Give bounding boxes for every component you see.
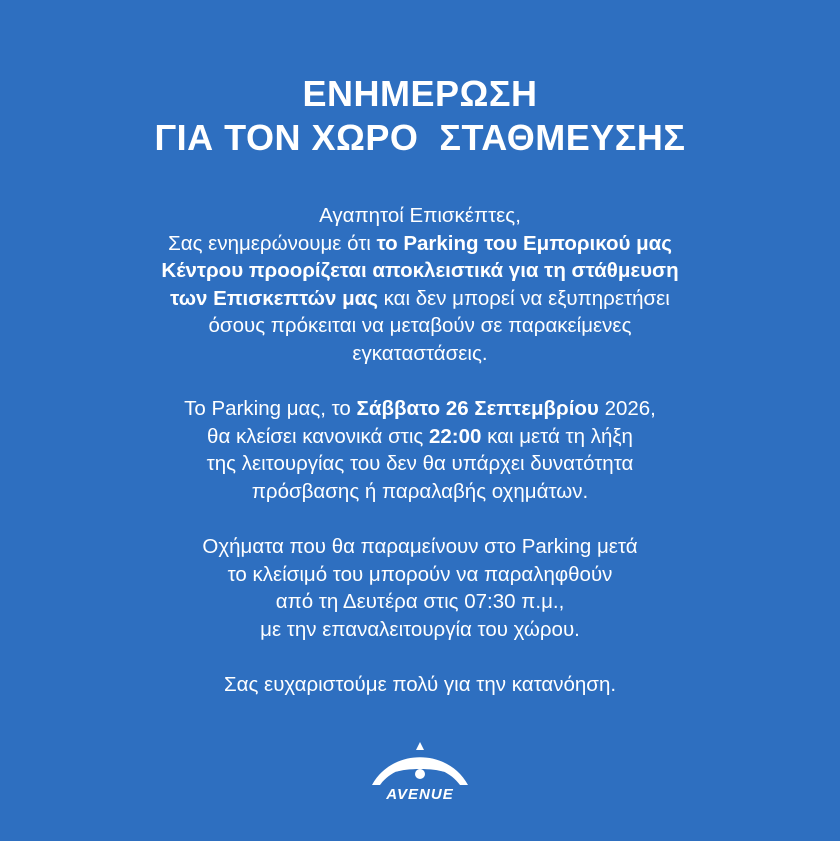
- text-line: με την επαναλειτουργία του χώρου.: [260, 617, 580, 641]
- text-segment: και μετά τη λήξη: [481, 424, 633, 448]
- text-segment: και δεν μπορεί να εξυπηρετήσει: [377, 286, 670, 310]
- announcement-body: [70, 202, 770, 726]
- bold-text-segment: των Επισκεπτών μας: [170, 286, 378, 310]
- text-line: της λειτουργίας του δεν θα υπάρχει δυνατότητα: [206, 452, 634, 476]
- text-segment: 2026,: [598, 397, 656, 421]
- text-line: [70, 230, 770, 258]
- text-line: [70, 257, 770, 285]
- text-segment: Το Parking μας, το: [184, 397, 357, 421]
- paragraph-thanks: [70, 671, 770, 699]
- avenue-logo: [362, 738, 478, 808]
- closing-date: Σάββατο 26 Σεπτεμβρίου: [356, 397, 599, 421]
- text-line: Οχήματα που θα παραμείνουν στο Parking μετά: [202, 535, 638, 559]
- text-line: εγκαταστάσεις.: [352, 341, 488, 365]
- paragraph-greeting: [70, 202, 770, 368]
- text-line: όσους πρόκειται να μεταβούν σε παρακείμενες: [208, 314, 632, 338]
- bold-text-segment: το Parking του Εμπορικού μας: [376, 231, 672, 255]
- text-segment: θα κλείσει κανονικά στις: [207, 424, 429, 448]
- bold-text-segment: Κέντρου προορίζεται αποκλειστικά για τη στάθμευση: [161, 259, 679, 283]
- text-segment: Σας ενημερώνουμε ότι: [168, 231, 377, 255]
- text-line: Σας ευχαριστούμε πολύ για την κατανόηση.: [223, 673, 617, 697]
- paragraph-closing-time: [70, 395, 770, 505]
- paragraph-vehicle-pickup: [70, 533, 770, 643]
- text-line: πρόσβασης ή παραλαβής οχημάτων.: [251, 479, 589, 503]
- text-line: [70, 395, 770, 423]
- text-line: Αγαπητοί Επισκέπτες,: [319, 204, 521, 227]
- text-line: [70, 285, 770, 313]
- title-line-1: ΕΝΗΜΕΡΩΣΗ: [302, 73, 538, 114]
- page-title: [0, 72, 840, 160]
- title-line-2: ΓΙΑ ΤΟΝ ΧΩΡΟ ΣΤΑΘΜΕΥΣΗΣ: [154, 117, 686, 158]
- text-line: [70, 423, 770, 451]
- text-line: από τη Δευτέρα στις 07:30 π.μ.,: [275, 590, 565, 614]
- avenue-logo-text: AVENUE: [386, 786, 454, 803]
- text-line: το κλείσιμό του μπορούν να παραληφθούν: [227, 562, 613, 586]
- closing-time: 22:00: [428, 424, 482, 448]
- avenue-logo-icon: [362, 738, 478, 788]
